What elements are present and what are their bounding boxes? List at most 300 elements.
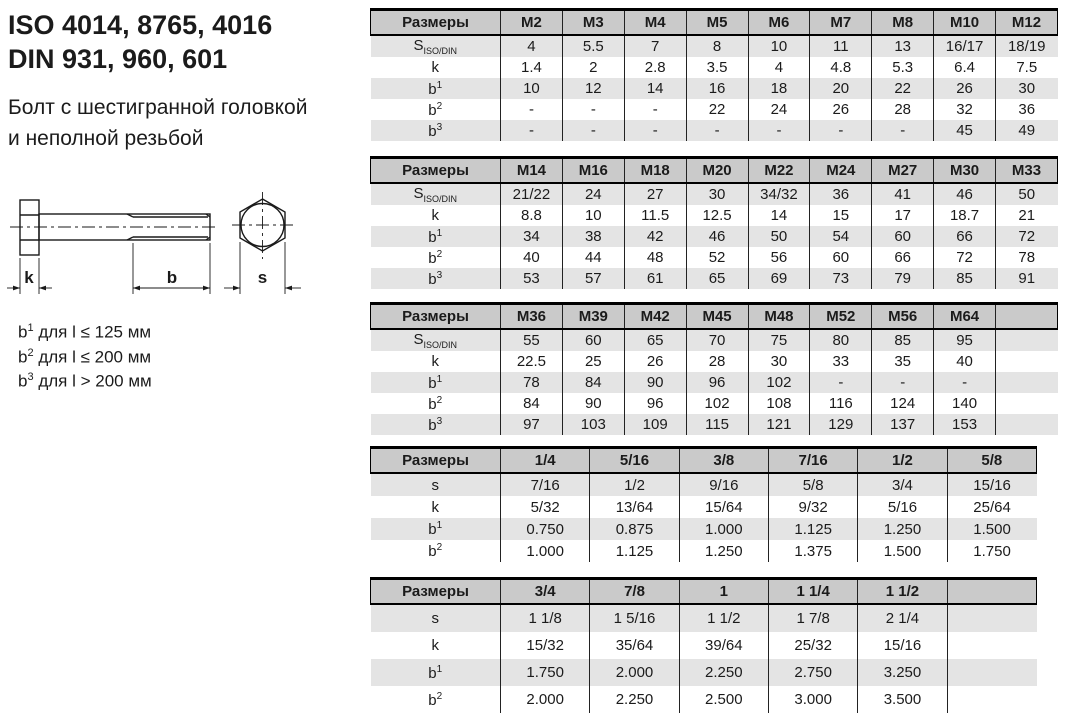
value-cell: 11.5 — [624, 205, 686, 226]
value-cell: 24 — [562, 183, 624, 205]
value-cell: 65 — [686, 268, 748, 289]
value-cell: 46 — [686, 226, 748, 247]
row-label: k — [431, 207, 439, 224]
value-cell: 1.750 — [947, 540, 1036, 562]
value-cell: 4 — [501, 35, 563, 57]
value-cell: 26 — [624, 351, 686, 372]
value-cell: 14 — [624, 78, 686, 99]
value-cell: 56 — [748, 247, 810, 268]
info-panel — [8, 8, 363, 154]
column-header-1-4: 1/4 — [501, 448, 590, 474]
value-cell: 153 — [934, 414, 996, 435]
value-cell: 17 — [872, 205, 934, 226]
table-row — [371, 518, 1037, 540]
value-cell-empty — [947, 632, 1036, 659]
value-cell: 15/16 — [858, 632, 947, 659]
header-row — [371, 448, 1037, 474]
value-cell: 3/4 — [858, 473, 947, 496]
table-row — [371, 393, 1058, 414]
arrowhead-s-right — [285, 286, 292, 291]
value-cell: 70 — [686, 329, 748, 351]
column-header-M64: M64 — [934, 304, 996, 330]
header-row — [371, 158, 1058, 184]
corner-header: Размеры — [371, 304, 501, 330]
value-cell: 36 — [996, 99, 1058, 120]
value-cell: 137 — [872, 414, 934, 435]
value-cell: 96 — [624, 393, 686, 414]
column-header-M2: M2 — [501, 10, 563, 36]
value-cell-empty — [947, 604, 1036, 632]
description — [8, 92, 363, 154]
footnote-b3: $b^3$ для l > 200 мм — [18, 371, 152, 391]
value-cell: 1 5/16 — [590, 604, 679, 632]
dim-table-metric-m36-m64 — [370, 302, 1058, 435]
row-label: $b^3$ — [371, 414, 501, 435]
row-label: $b^3$ — [371, 120, 501, 141]
value-cell: 54 — [810, 226, 872, 247]
standards-title-iso: ISO 4014, 8765, 4016 — [8, 10, 273, 40]
row-label: $b^2$ — [428, 690, 443, 709]
value-cell: 14 — [748, 205, 810, 226]
column-header-M52: M52 — [810, 304, 872, 330]
value-cell: 78 — [501, 372, 563, 393]
value-cell: 13 — [872, 35, 934, 57]
value-cell: 4.8 — [810, 57, 872, 78]
description-line2: и неполной резьбой — [8, 127, 204, 150]
value-cell: 140 — [934, 393, 996, 414]
column-header-3-4: 3/4 — [501, 579, 590, 605]
table-row — [371, 604, 1037, 632]
footnote-b2: $b^2$ для l ≤ 200 мм — [18, 346, 152, 367]
value-cell-empty — [996, 414, 1058, 435]
value-cell: 18.7 — [934, 205, 996, 226]
value-cell: 44 — [562, 247, 624, 268]
value-cell: 2.8 — [624, 57, 686, 78]
value-cell: 49 — [996, 120, 1058, 141]
value-cell: 7 — [624, 35, 686, 57]
row-label: $b^1$ — [371, 78, 501, 99]
dim-label-s: s — [257, 268, 268, 287]
table-metric-m2-m12 — [370, 8, 1058, 141]
value-cell: 13/64 — [590, 496, 679, 518]
value-cell: 2.000 — [590, 659, 679, 686]
column-header-M6: M6 — [748, 10, 810, 36]
value-cell: 18 — [748, 78, 810, 99]
value-cell: 90 — [624, 372, 686, 393]
value-cell: 4 — [748, 57, 810, 78]
value-cell: 30 — [748, 351, 810, 372]
value-cell: 95 — [934, 329, 996, 351]
row-label: k — [431, 498, 439, 516]
value-cell: 8 — [686, 35, 748, 57]
value-cell: 1.750 — [501, 659, 590, 686]
value-cell: 1 7/8 — [768, 604, 857, 632]
table-row — [371, 247, 1058, 268]
row-label: $b^1$ — [371, 226, 501, 247]
value-cell: 66 — [934, 226, 996, 247]
footnote-b1: $b^1$ для l ≤ 125 мм — [18, 322, 152, 342]
column-header-M22: M22 — [748, 158, 810, 184]
column-header-M56: M56 — [872, 304, 934, 330]
value-cell: 8.8 — [501, 205, 563, 226]
value-cell: - — [624, 120, 686, 141]
arrowhead-k-right — [39, 286, 46, 291]
column-header-7-16: 7/16 — [768, 448, 857, 474]
column-header-M39: M39 — [562, 304, 624, 330]
value-cell: 10 — [501, 78, 563, 99]
value-cell: - — [934, 372, 996, 393]
table-row — [371, 632, 1037, 659]
column-header-M12: M12 — [996, 10, 1058, 36]
value-cell: - — [810, 372, 872, 393]
value-cell: 25/64 — [947, 496, 1036, 518]
column-header-5-8: 5/8 — [947, 448, 1036, 474]
column-header-1: 1 — [679, 579, 768, 605]
value-cell: 5/32 — [501, 496, 590, 518]
table-row — [371, 659, 1037, 686]
row-label: $b^2$ — [428, 248, 443, 267]
value-cell: 45 — [934, 120, 996, 141]
value-cell: 21 — [996, 205, 1058, 226]
value-cell: 2.500 — [679, 686, 768, 713]
value-cell: 16 — [686, 78, 748, 99]
value-cell: 34 — [501, 226, 563, 247]
value-cell: 35/64 — [590, 632, 679, 659]
column-header-M8: M8 — [872, 10, 934, 36]
corner-header: Размеры — [371, 158, 501, 184]
column-header-5-16: 5/16 — [590, 448, 679, 474]
value-cell: 60 — [562, 329, 624, 351]
value-cell: 1.4 — [501, 57, 563, 78]
value-cell: 85 — [872, 329, 934, 351]
value-cell: - — [562, 120, 624, 141]
dim-label-k: k — [24, 268, 34, 287]
table-row — [371, 226, 1058, 247]
value-cell: 121 — [748, 414, 810, 435]
value-cell: 27 — [624, 183, 686, 205]
table-row — [371, 540, 1037, 562]
row-label: $S_{ISO/DIN}$ — [371, 35, 501, 57]
value-cell: 40 — [501, 247, 563, 268]
table-row — [371, 183, 1058, 205]
value-cell: 57 — [562, 268, 624, 289]
value-cell: 96 — [686, 372, 748, 393]
row-label: $b^2$ — [428, 542, 443, 560]
value-cell: 38 — [562, 226, 624, 247]
value-cell: 42 — [624, 226, 686, 247]
value-cell: 3.000 — [768, 686, 857, 713]
table-row — [371, 35, 1058, 57]
value-cell: 50 — [996, 183, 1058, 205]
value-cell: 25/32 — [768, 632, 857, 659]
value-cell-empty — [947, 659, 1036, 686]
column-header-M3: M3 — [562, 10, 624, 36]
value-cell: 102 — [748, 372, 810, 393]
value-cell: - — [501, 99, 563, 120]
value-cell: 2.000 — [501, 686, 590, 713]
value-cell: 3.500 — [858, 686, 947, 713]
value-cell: 2.750 — [768, 659, 857, 686]
value-cell: 61 — [624, 268, 686, 289]
value-cell: 79 — [872, 268, 934, 289]
header-row — [371, 10, 1058, 36]
table-row — [371, 205, 1058, 226]
dim-table-imperial-threequarters-to-oneandhalf — [370, 577, 1037, 713]
corner-header: Размеры — [371, 448, 501, 474]
description-line1: Болт с шестигранной головкой — [8, 96, 308, 119]
value-cell: 1.500 — [947, 518, 1036, 540]
value-cell: - — [872, 120, 934, 141]
value-cell: 1.375 — [768, 540, 857, 562]
arrowhead-s-left — [233, 286, 240, 291]
row-label: $S_{ISO/DIN}$ — [371, 183, 501, 205]
row-label: s — [371, 473, 501, 496]
column-header-1-1-2: 1 1/2 — [858, 579, 947, 605]
value-cell: 129 — [810, 414, 872, 435]
column-header-M36: M36 — [501, 304, 563, 330]
value-cell: 34/32 — [748, 183, 810, 205]
value-cell: 1.250 — [679, 540, 768, 562]
value-cell: 73 — [810, 268, 872, 289]
value-cell: - — [686, 120, 748, 141]
column-header-M4: M4 — [624, 10, 686, 36]
table-imperial-small — [370, 446, 1037, 562]
column-header-M42: M42 — [624, 304, 686, 330]
column-header-M48: M48 — [748, 304, 810, 330]
value-cell: 30 — [686, 183, 748, 205]
row-label: k — [431, 59, 439, 76]
value-cell: 3.5 — [686, 57, 748, 78]
value-cell: 40 — [934, 351, 996, 372]
value-cell: 28 — [686, 351, 748, 372]
value-cell: 12 — [562, 78, 624, 99]
value-cell-empty — [947, 686, 1036, 713]
arrowhead-b-left — [133, 286, 140, 291]
value-cell: 65 — [624, 329, 686, 351]
arrowhead-k-left — [13, 286, 20, 291]
value-cell: 115 — [686, 414, 748, 435]
value-cell: 78 — [996, 247, 1058, 268]
value-cell: 124 — [872, 393, 934, 414]
table-metric-m14-m33 — [370, 156, 1058, 289]
value-cell-empty — [996, 372, 1058, 393]
value-cell: 84 — [501, 393, 563, 414]
column-header-M20: M20 — [686, 158, 748, 184]
value-cell: 1.500 — [858, 540, 947, 562]
table-row — [371, 120, 1058, 141]
dim-table-metric-m2-m12 — [370, 8, 1058, 141]
value-cell: 72 — [996, 226, 1058, 247]
value-cell: - — [810, 120, 872, 141]
table-row — [371, 414, 1058, 435]
table-row — [371, 372, 1058, 393]
row-label: $b^1$ — [371, 372, 501, 393]
value-cell: 7/16 — [501, 473, 590, 496]
column-header-M30: M30 — [934, 158, 996, 184]
row-label: k — [431, 637, 439, 654]
column-header-M16: M16 — [562, 158, 624, 184]
value-cell: 3.250 — [858, 659, 947, 686]
table-row — [371, 329, 1058, 351]
value-cell: 69 — [748, 268, 810, 289]
value-cell: - — [501, 120, 563, 141]
value-cell: 22 — [686, 99, 748, 120]
column-header-empty — [996, 304, 1058, 330]
value-cell: 22.5 — [501, 351, 563, 372]
column-header-M5: M5 — [686, 10, 748, 36]
value-cell: 35 — [872, 351, 934, 372]
value-cell: 5.3 — [872, 57, 934, 78]
dim-table-metric-m14-m33 — [370, 156, 1058, 289]
value-cell-empty — [996, 351, 1058, 372]
value-cell: 1 1/2 — [679, 604, 768, 632]
value-cell: 33 — [810, 351, 872, 372]
arrowhead-b-right — [203, 286, 210, 291]
dim-table-imperial-quarter-to-fiveeighths — [370, 446, 1037, 562]
row-label: s — [371, 604, 501, 632]
column-header-1-2: 1/2 — [858, 448, 947, 474]
table-row — [371, 473, 1037, 496]
value-cell: 5.5 — [562, 35, 624, 57]
value-cell: 53 — [501, 268, 563, 289]
value-cell: 41 — [872, 183, 934, 205]
value-cell-empty — [996, 329, 1058, 351]
value-cell: 15/16 — [947, 473, 1036, 496]
value-cell: 9/16 — [679, 473, 768, 496]
value-cell: 11 — [810, 35, 872, 57]
value-cell: 103 — [562, 414, 624, 435]
corner-header: Размеры — [371, 579, 501, 605]
value-cell: 15 — [810, 205, 872, 226]
value-cell: 52 — [686, 247, 748, 268]
value-cell: - — [872, 372, 934, 393]
value-cell: 1 1/8 — [501, 604, 590, 632]
footnotes — [18, 318, 152, 392]
value-cell: 2 1/4 — [858, 604, 947, 632]
value-cell: 1.250 — [858, 518, 947, 540]
value-cell: - — [624, 99, 686, 120]
value-cell: 2.250 — [679, 659, 768, 686]
value-cell-empty — [996, 393, 1058, 414]
column-header-M10: M10 — [934, 10, 996, 36]
value-cell: 102 — [686, 393, 748, 414]
value-cell: 36 — [810, 183, 872, 205]
value-cell: 109 — [624, 414, 686, 435]
value-cell: 91 — [996, 268, 1058, 289]
value-cell: 5/16 — [858, 496, 947, 518]
value-cell: 21/22 — [501, 183, 563, 205]
value-cell: 1.125 — [590, 540, 679, 562]
table-row — [371, 686, 1037, 713]
value-cell: 28 — [872, 99, 934, 120]
table-imperial-large — [370, 577, 1037, 713]
value-cell: 90 — [562, 393, 624, 414]
value-cell: 84 — [562, 372, 624, 393]
bolt-technical-drawing — [6, 186, 306, 316]
column-header-3-8: 3/8 — [679, 448, 768, 474]
column-header-7-8: 7/8 — [590, 579, 679, 605]
value-cell: 18/19 — [996, 35, 1058, 57]
row-label: $b^1$ — [371, 659, 501, 686]
value-cell: 22 — [872, 78, 934, 99]
value-cell: 7.5 — [996, 57, 1058, 78]
value-cell: 85 — [934, 268, 996, 289]
value-cell: 25 — [562, 351, 624, 372]
value-cell: - — [748, 120, 810, 141]
value-cell: 108 — [748, 393, 810, 414]
row-label: $b^1$ — [371, 518, 501, 540]
value-cell: 80 — [810, 329, 872, 351]
value-cell: - — [562, 99, 624, 120]
table-metric-m36-m64 — [370, 302, 1058, 435]
value-cell: 10 — [748, 35, 810, 57]
row-label: $b^3$ — [371, 268, 501, 289]
bolt-head-outline — [20, 200, 39, 255]
value-cell: 15/32 — [501, 632, 590, 659]
row-label: k — [431, 353, 439, 370]
table-row — [371, 78, 1058, 99]
table-row — [371, 496, 1037, 518]
corner-header: Размеры — [371, 10, 501, 36]
value-cell: 60 — [810, 247, 872, 268]
value-cell: 16/17 — [934, 35, 996, 57]
value-cell: 116 — [810, 393, 872, 414]
column-header-M7: M7 — [810, 10, 872, 36]
value-cell: 1.125 — [768, 518, 857, 540]
value-cell: 2.250 — [590, 686, 679, 713]
value-cell: 48 — [624, 247, 686, 268]
value-cell: 1/2 — [590, 473, 679, 496]
dim-label-b: b — [166, 268, 178, 287]
table-row — [371, 351, 1058, 372]
value-cell: 39/64 — [679, 632, 768, 659]
value-cell: 6.4 — [934, 57, 996, 78]
column-header-M33: M33 — [996, 158, 1058, 184]
column-header-1-1-4: 1 1/4 — [768, 579, 857, 605]
row-label: $b^2$ — [428, 100, 443, 119]
column-header-M24: M24 — [810, 158, 872, 184]
column-header-M14: M14 — [501, 158, 563, 184]
value-cell: 0.750 — [501, 518, 590, 540]
value-cell: 24 — [748, 99, 810, 120]
table-row — [371, 57, 1058, 78]
value-cell: 12.5 — [686, 205, 748, 226]
value-cell: 46 — [934, 183, 996, 205]
value-cell: 2 — [562, 57, 624, 78]
value-cell: 10 — [562, 205, 624, 226]
value-cell: 5/8 — [768, 473, 857, 496]
value-cell: 30 — [996, 78, 1058, 99]
value-cell: 1.000 — [501, 540, 590, 562]
value-cell: 26 — [810, 99, 872, 120]
standards-title-din: DIN 931, 960, 601 — [8, 44, 228, 74]
column-header-M18: M18 — [624, 158, 686, 184]
value-cell: 55 — [501, 329, 563, 351]
value-cell: 0.875 — [590, 518, 679, 540]
column-header-M27: M27 — [872, 158, 934, 184]
header-row — [371, 579, 1037, 605]
value-cell: 72 — [934, 247, 996, 268]
value-cell: 15/64 — [679, 496, 768, 518]
row-label: $S_{ISO/DIN}$ — [371, 329, 501, 351]
column-header-M45: M45 — [686, 304, 748, 330]
table-row — [371, 99, 1058, 120]
value-cell: 20 — [810, 78, 872, 99]
value-cell: 60 — [872, 226, 934, 247]
value-cell: 1.000 — [679, 518, 768, 540]
header-row — [371, 304, 1058, 330]
row-label: $b^2$ — [428, 394, 443, 413]
